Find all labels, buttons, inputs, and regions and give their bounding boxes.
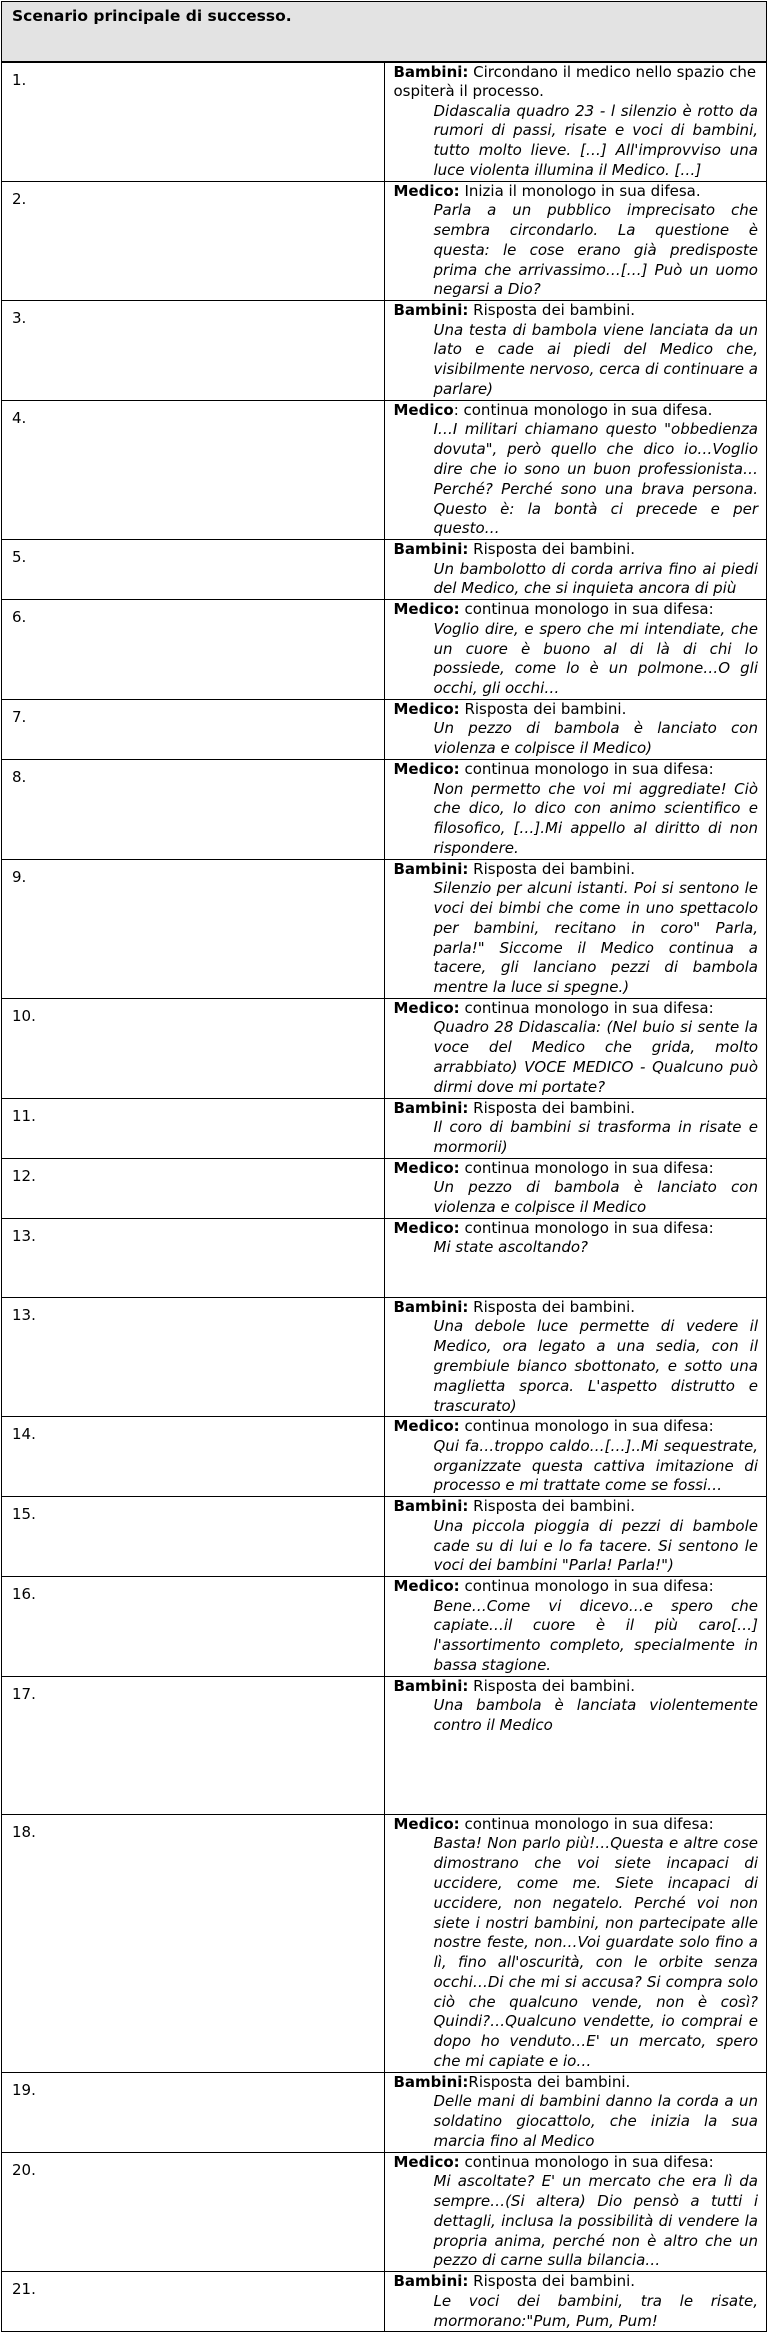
step-heading [394,1417,759,1437]
speaker-label: Bambini: [393,1497,469,1516]
step-heading [394,700,759,720]
stage-direction: I…I militari chiamano questo "obbedienza dovuta", però quello che dico io…Voglio dire che io sono un buon professionista…Perché? Perché sono una brava persona. Questo è: la bontà ci precede e per questo… [433,420,758,538]
step-heading [394,1577,759,1597]
table-row [2,1218,767,1297]
step-action: Risposta dei bambini. [468,1676,636,1695]
table-title: Scenario principale di successo. [2,2,767,62]
step-number: 15. [2,1497,385,1577]
step-heading [394,1497,759,1517]
speaker-label: Medico: [393,1417,460,1436]
step-number: 19. [2,2072,385,2152]
step-heading [394,860,759,880]
stage-direction: Didascalia quadro 23 - l silenzio è rotto da rumori di passi, risate e voci di bambini, tutto molto lieve. […] All'improvviso una luce violenta illumina il Medico. […] [433,101,758,179]
stage-direction: Silenzio per alcuni istanti. Poi si sentono le voci dei bimbi che come in uno spettacolo per bambini, recitano in coro" Parla, parla!" Siccome il Medico continua a tacere, gli lanciano pezzi di bambola mentre la luce si spegne.) [433,879,758,997]
step-number: 20. [2,2152,385,2271]
table-row [2,301,767,401]
step-content [384,1676,767,1814]
table-row [2,400,767,539]
table-row [2,1577,767,1677]
stage-direction: Una testa di bambola viene lanciata da un lato e cade ai piedi del Medico che, visibilmente nervoso, cerca di continuare a parlare) [433,320,758,399]
step-heading [394,63,759,102]
step-content [384,2152,767,2271]
step-heading [394,2153,759,2173]
table-row [2,1497,767,1577]
table-body [2,2,767,2332]
step-content [384,181,767,300]
table-row [2,699,767,759]
stage-direction: Un bambolotto di corda arriva fino ai piedi del Medico, che si inquieta ancora di più [433,559,758,598]
stage-direction: Non permetto che voi mi aggrediate! Ciò che dico, lo dico con animo scientifico e filosofico, […].Mi appello al diritto di non rispondere. [433,779,758,857]
table-row [2,760,767,860]
step-action: continua monologo in sua difesa: [459,1814,714,1833]
table-row [2,1297,767,1416]
step-action: Risposta dei bambini. [468,1497,636,1516]
step-action: Risposta dei bambini. [459,699,627,718]
step-content [384,1218,767,1297]
step-heading [394,1219,759,1239]
step-number: 12. [2,1158,385,1218]
step-number: 6. [2,600,385,700]
step-number: 2. [2,181,385,300]
speaker-label: Medico: [393,998,460,1017]
stage-direction: Mi state ascoltando? [433,1238,588,1257]
table-row [2,540,767,600]
table-row [2,1158,767,1218]
step-content [384,1497,767,1577]
step-action: Circondano il medico nello spazio che ospiterà il processo. [393,62,757,100]
speaker-label: Medico: [393,760,460,779]
step-number: 1. [2,62,385,182]
step-number: 5. [2,540,385,600]
table-row [2,2152,767,2271]
step-action: Risposta dei bambini. [468,301,636,320]
scenario-table [1,1,767,2332]
step-content [384,1158,767,1218]
step-heading [394,1677,759,1697]
table-row [2,600,767,700]
step-heading [394,2272,759,2292]
stage-direction: Il coro di bambini si trasforma in risate e mormorii) [433,1118,758,1156]
step-number: 3. [2,301,385,401]
speaker-label: Medico [393,400,454,419]
step-number: 7. [2,699,385,759]
speaker-label: Bambini: [393,1098,469,1117]
speaker-label: Bambini: [393,1676,469,1695]
step-number: 14. [2,1417,385,1497]
step-heading [394,1815,759,1835]
stage-direction: Parla a un pubblico imprecisato che sembra circondarlo. La questione è questa: le cose erano già predisposte prima che arrivassimo…[…] Può un uomo negarsi a Dio? [433,201,758,299]
step-action: continua monologo in sua difesa: [459,998,714,1017]
table-row [2,2072,767,2152]
step-action: Risposta dei bambini. [468,1098,636,1117]
step-content [384,859,767,998]
table-row [2,2272,767,2332]
step-content [384,2072,767,2152]
speaker-label: Bambini: [393,1297,469,1316]
table-row [2,1417,767,1497]
stage-direction: Una piccola pioggia di pezzi di bambole cade su di lui e lo fa tacere. Si sentono le voci dei bambini "Parla! Parla!") [433,1516,758,1575]
step-number: 16. [2,1577,385,1677]
step-action: Inizia il monologo in sua difesa. [459,181,701,200]
step-heading [394,760,759,780]
stage-direction: Mi ascoltate? E' un mercato che era lì da sempre…(Si altera) Dio pensò a tutti i dettagli, inclusa la possibilità di vendere la propria anima, perché non è altro che un pezzo di carne sulla bilancia… [433,2172,758,2270]
speaker-label: Bambini: [393,62,469,81]
step-heading [394,1159,759,1179]
stage-direction: Delle mani di bambini danno la corda a un soldatino giocattolo, che inizia la sua marcia fino al Medico [433,2092,758,2150]
step-content [384,1417,767,1497]
step-action: continua monologo in sua difesa: [459,600,714,619]
speaker-label: Medico: [393,1218,460,1237]
step-heading [394,600,759,620]
step-number: 10. [2,998,385,1098]
step-content [384,600,767,700]
speaker-label: Bambini: [393,859,469,878]
table-row [2,181,767,300]
step-content [384,699,767,759]
step-action: continua monologo in sua difesa: [459,1577,714,1596]
speaker-label: Medico: [393,181,460,200]
stage-direction: Una bambola è lanciata violentemente contro il Medico [433,1696,758,1735]
step-number: 18. [2,1814,385,2072]
step-content [384,760,767,860]
step-number: 21. [2,2272,385,2332]
step-content [384,62,767,182]
table-row [2,998,767,1098]
step-action: Risposta dei bambini. [468,2072,631,2091]
stage-direction: Quadro 28 Didascalia: (Nel buio si sente la voce del Medico che grida, molto arrabbiato) VOCE MEDICO - Qualcuno può dirmi dove mi portate? [433,1018,758,1096]
step-content [384,1577,767,1677]
step-action: Risposta dei bambini. [468,1297,636,1316]
speaker-label: Bambini: [393,2272,469,2291]
step-heading [394,401,759,421]
speaker-label: Bambini: [393,2072,469,2091]
table-row [2,859,767,998]
stage-direction: Le voci dei bambini, tra le risate, mormorano:"Pum, Pum, Pum! [433,2291,758,2330]
step-number: 9. [2,859,385,998]
step-action: continua monologo in sua difesa: [459,1158,714,1177]
stage-direction: Basta! Non parlo più!…Questa e altre cose dimostrano che voi siete incapaci di uccidere, come me. Siete incapaci di uccidere, non negatelo. Perché voi non siete i nostri bambini, non partecipate alle nostre feste, non…Voi guardate solo fino a lì, fino all'oscurità, con le orbite senza occhi…Di che mi si accusa? Si compra solo ciò che qualcuno vende, non è così? Quindi?…Qualcuno vendette, io comprai e dopo ho venduto…E' un mercato, spero che mi capiate e io… [433,1834,758,2071]
step-action: continua monologo in sua difesa: [459,1417,714,1436]
step-number: 11. [2,1098,385,1158]
step-heading [394,2073,759,2093]
step-content [384,1814,767,2072]
step-content [384,1297,767,1416]
step-heading [394,301,759,321]
speaker-label: Medico: [393,1814,460,1833]
speaker-label: Medico: [393,699,460,718]
step-content [384,540,767,600]
header-row [2,2,767,62]
speaker-label: Medico: [393,1158,460,1177]
step-content [384,400,767,539]
stage-direction: Un pezzo di bambola è lanciato con violenza e colpisce il Medico) [433,719,758,758]
step-heading [394,540,759,560]
speaker-label: Bambini: [393,540,469,559]
step-action: : continua monologo in sua difesa. [453,400,713,419]
step-action: continua monologo in sua difesa: [459,760,714,779]
step-number: 13. [2,1297,385,1416]
stage-direction: Qui fa…troppo caldo…[…]..Mi sequestrate, organizzate questa cattiva imitazione di processo e mi trattate come se fossi… [433,1436,758,1495]
step-heading [394,182,759,202]
table-row [2,1814,767,2072]
stage-direction: Voglio dire, e spero che mi intendiate, che un cuore è buono al di là di chi lo possiede, come lo è un polmone…O gli occhi, gli occhi… [433,619,758,698]
table-row [2,62,767,182]
step-action: continua monologo in sua difesa: [459,1218,714,1237]
step-number: 13. [2,1218,385,1297]
stage-direction: Una debole luce permette di vedere il Medico, ora legato a una sedia, con il grembiule bianco sbottonato, e sotto una maglietta sporca. L'aspetto distrutto e trascurato) [433,1317,758,1415]
step-content [384,1098,767,1158]
step-action: Risposta dei bambini. [468,2272,636,2291]
step-content [384,2272,767,2332]
stage-direction: Bene…Come vi dicevo…e spero che capiate…il cuore è il più caro[…] l'assortimento completo, specialmente in bassa stagione. [433,1596,758,1675]
speaker-label: Medico: [393,2152,460,2171]
step-content [384,301,767,401]
step-action: continua monologo in sua difesa: [459,2152,714,2171]
stage-direction: Un pezzo di bambola è lanciato con violenza e colpisce il Medico [433,1178,758,1217]
step-number: 8. [2,760,385,860]
table-row [2,1676,767,1814]
step-number: 17. [2,1676,385,1814]
step-heading [394,999,759,1019]
table-row [2,1098,767,1158]
step-number: 4. [2,400,385,539]
speaker-label: Bambini: [393,301,469,320]
step-content [384,998,767,1098]
step-action: Risposta dei bambini. [468,540,636,559]
step-heading [394,1099,759,1119]
step-heading [394,1298,759,1318]
step-action: Risposta dei bambini. [468,859,636,878]
speaker-label: Medico: [393,1577,460,1596]
speaker-label: Medico: [393,600,460,619]
